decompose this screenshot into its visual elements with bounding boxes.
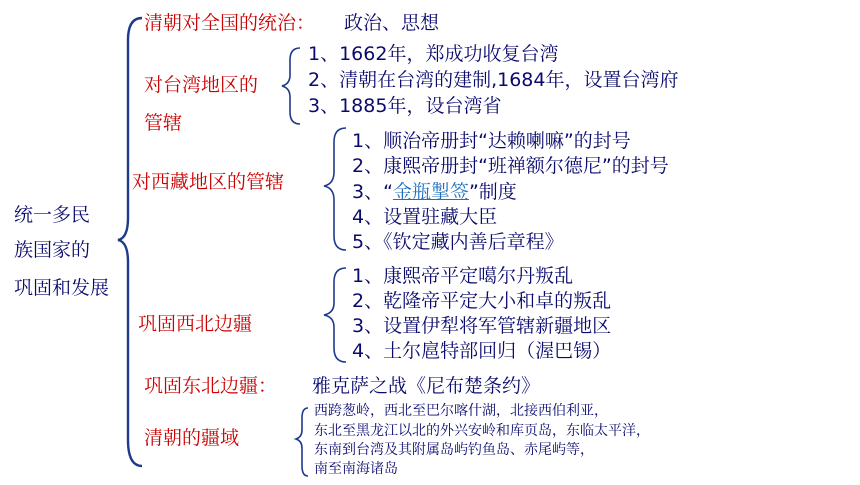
taiwan-item: 1、1662年，郑成功收复台湾	[308, 43, 559, 65]
tibet-brace	[324, 128, 346, 250]
northwest-brace	[324, 268, 346, 362]
tibet-item: 2、康熙帝册封“班禅额尔德尼”的封号	[352, 155, 669, 177]
tibet-item	[352, 183, 517, 202]
tibet-item: 5、《钦定藏内善后章程》	[352, 231, 564, 253]
root-brace	[118, 18, 142, 466]
territory-line: 西跨葱岭，西北至巴尔喀什湖，北接西伯利亚，	[314, 403, 608, 419]
rule-label: 清朝对全国的统治：	[144, 12, 316, 34]
golden-urn-link[interactable]: 金瓶掣签	[392, 181, 469, 203]
taiwan-item: 3、1885年，设台湾省	[308, 95, 502, 117]
territory-line: 南至南海诸岛	[314, 461, 398, 477]
taiwan-label-line-1: 对台湾地区的	[144, 74, 259, 96]
taiwan-label-line-2: 管辖	[144, 112, 183, 134]
root-title-line-2: 族国家的	[14, 239, 91, 261]
northwest-item: 3、设置伊犁将军管辖新疆地区	[352, 315, 612, 337]
northwest-label: 巩固西北边疆	[138, 313, 253, 335]
tibet-item: 1、顺治帝册封“达赖喇嘛”的封号	[352, 130, 631, 152]
territory-line: 东北至黑龙江以北的外兴安岭和库页岛，东临太平洋，	[314, 423, 650, 439]
root-title-line-3: 巩固和发展	[14, 277, 110, 299]
territory-label: 清朝的疆域	[144, 427, 240, 449]
northeast-label: 巩固东北边疆：	[144, 375, 278, 397]
tibet-item-3-prefix: 3、“	[352, 181, 393, 203]
northeast-value: 雅克萨之战《尼布楚条约》	[312, 375, 541, 397]
tibet-item: 4、设置驻藏大臣	[352, 206, 498, 228]
rule-value: 政治、思想	[344, 12, 440, 34]
tibet-label: 对西藏地区的管辖	[132, 171, 285, 193]
northwest-item: 4、土尔扈特部回归（渥巴锡）	[352, 340, 612, 362]
northwest-item: 2、乾隆帝平定大小和卓的叛乱	[352, 290, 612, 312]
taiwan-item: 2、清朝在台湾的建制,1684年，设置台湾府	[308, 69, 679, 91]
territory-line: 东南到台湾及其附属岛屿钓鱼岛、赤尾屿等，	[314, 442, 594, 458]
tibet-item-3-suffix: ”制度	[468, 181, 517, 203]
territory-brace	[296, 408, 308, 476]
taiwan-brace	[282, 48, 300, 124]
root-title-line-1: 统一多民	[14, 204, 91, 226]
northwest-item: 1、康熙帝平定噶尔丹叛乱	[352, 265, 574, 287]
